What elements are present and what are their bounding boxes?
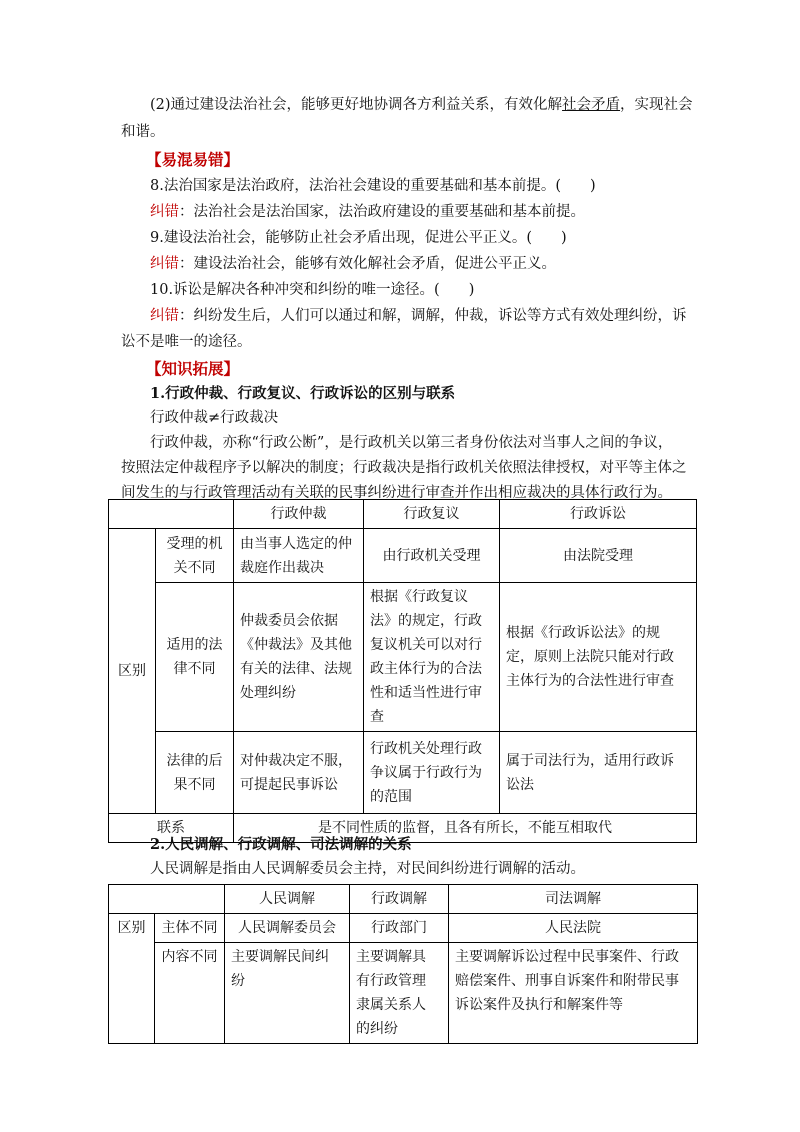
table1-cell: 由行政机关受理 <box>364 529 500 583</box>
table1-header: 行政仲裁 <box>234 500 364 529</box>
table2-group-label: 区别 <box>109 914 155 1044</box>
table1-cell: 由当事人选定的仲 裁庭作出裁决 <box>234 529 364 583</box>
correction-10-line-1: 纠错：纠纷发生后，人们可以通过和解，调解，仲裁，诉讼等方式有效处理纠纷，诉 <box>150 308 687 324</box>
correction-9: 纠错：建设法治社会，能够有效化解社会矛盾，促进公平正义。 <box>150 256 556 272</box>
table1-row-label: 适用的法 律不同 <box>156 583 234 732</box>
table1-cell: 由法院受理 <box>500 529 697 583</box>
table1-group-label: 区别 <box>109 529 156 814</box>
comparison-table-1 <box>108 499 697 843</box>
question-8: 8.法治国家是法治政府，法治社会建设的重要基础和基本前提。( ) <box>150 178 596 194</box>
subheading-2: 2.人民调解、行政调解、司法调解的关系 <box>150 836 412 853</box>
comparison-table-2 <box>108 884 698 1044</box>
paragraph-2: 人民调解是指由人民调解委员会主持，对民间纠纷进行调解的活动。 <box>150 861 585 877</box>
table1-row-label: 受理的机 关不同 <box>156 529 234 583</box>
subheading-1: 1.行政仲裁、行政复议、行政诉讼的区别与联系 <box>150 385 456 402</box>
expansion-heading: 【知识拓展】 <box>146 359 240 378</box>
table1-header-row <box>109 500 697 529</box>
intro-line-2: 和谐。 <box>121 124 165 140</box>
table2-row <box>109 943 698 1044</box>
table1-cell: 行政机关处理行政 争议属于行政行为 的范围 <box>364 732 500 814</box>
table1-row-label: 法律的后 果不同 <box>156 732 234 814</box>
table2-cell: 主要调解民间纠 纷 <box>225 943 350 1044</box>
table2-corner <box>109 885 225 914</box>
table2-cell: 主要调解具 有行政管理 隶属关系人 的纠纷 <box>350 943 449 1044</box>
table2-cell: 人民法院 <box>449 914 698 943</box>
table2-header: 司法调解 <box>449 885 698 914</box>
table1-row <box>109 529 697 583</box>
table2-header-row <box>109 885 698 914</box>
table1-row <box>109 583 697 732</box>
table1-cell: 根据《行政复议 法》的规定，行政 复议机关可以对行 政主体行为的合法 性和适当性进行审 查 <box>364 583 500 732</box>
question-9: 9.建设法治社会，能够防止社会矛盾出现，促进公平正义。( ) <box>150 230 567 246</box>
paragraph-line-3: 间发生的与行政管理活动有关联的民事纠纷进行审查并作出相应裁决的具体行政行为。 <box>121 485 672 501</box>
note-line: 行政仲裁≠行政裁决 <box>150 410 279 426</box>
table2-row-label: 主体不同 <box>155 914 225 943</box>
table1-cell: 根据《行政诉讼法》的规 定，原则上法院只能对行政 主体行为的合法性进行审查 <box>500 583 697 732</box>
table1-corner <box>109 500 234 529</box>
table2-cell: 主要调解诉讼过程中民事案件、行政 赔偿案件、刑事自诉案件和附带民事 诉讼案件及执行和解案件等 <box>449 943 698 1044</box>
correction-10-line-2: 讼不是唯一的途径。 <box>121 334 252 350</box>
table1-row <box>109 732 697 814</box>
table1-cell: 对仲裁决定不服， 可提起民事诉讼 <box>234 732 364 814</box>
table2-cell: 人民调解委员会 <box>225 914 350 943</box>
underlined-term: 社会矛盾 <box>562 97 621 113</box>
table1-link-label: 联系 <box>109 814 234 843</box>
table1-link-text: 是不同性质的监督，且各有所长，不能互相取代 <box>234 814 697 843</box>
table1-header: 行政复议 <box>364 500 500 529</box>
paragraph-line-2: 按照法定仲裁程序予以解决的制度；行政裁决是指行政机关依照法律授权，对平等主体之 <box>121 460 687 476</box>
confusion-heading: 【易混易错】 <box>146 150 240 169</box>
table2-cell: 行政部门 <box>350 914 449 943</box>
table2-header: 人民调解 <box>225 885 350 914</box>
paragraph-line-1: 行政仲裁，亦称“行政公断”，是行政机关以第三者身份依法对当事人之间的争议， <box>150 435 673 451</box>
question-10: 10.诉讼是解决各种冲突和纠纷的唯一途径。( ) <box>150 282 475 298</box>
table1-cell: 属于司法行为，适用行政诉 讼法 <box>500 732 697 814</box>
table2-header: 行政调解 <box>350 885 449 914</box>
table2-row-label: 内容不同 <box>155 943 225 1044</box>
table1-cell: 仲裁委员会依据 《仲裁法》及其他 有关的法律、法规 处理纠纷 <box>234 583 364 732</box>
table1-header: 行政诉讼 <box>500 500 697 529</box>
intro-line-1: (2)通过建设法治社会，能够更好地协调各方利益关系，有效化解社会矛盾，实现社会 <box>150 97 693 113</box>
correction-8: 纠错：法治社会是法治国家，法治政府建设的重要基础和基本前提。 <box>150 204 585 220</box>
table2-row <box>109 914 698 943</box>
